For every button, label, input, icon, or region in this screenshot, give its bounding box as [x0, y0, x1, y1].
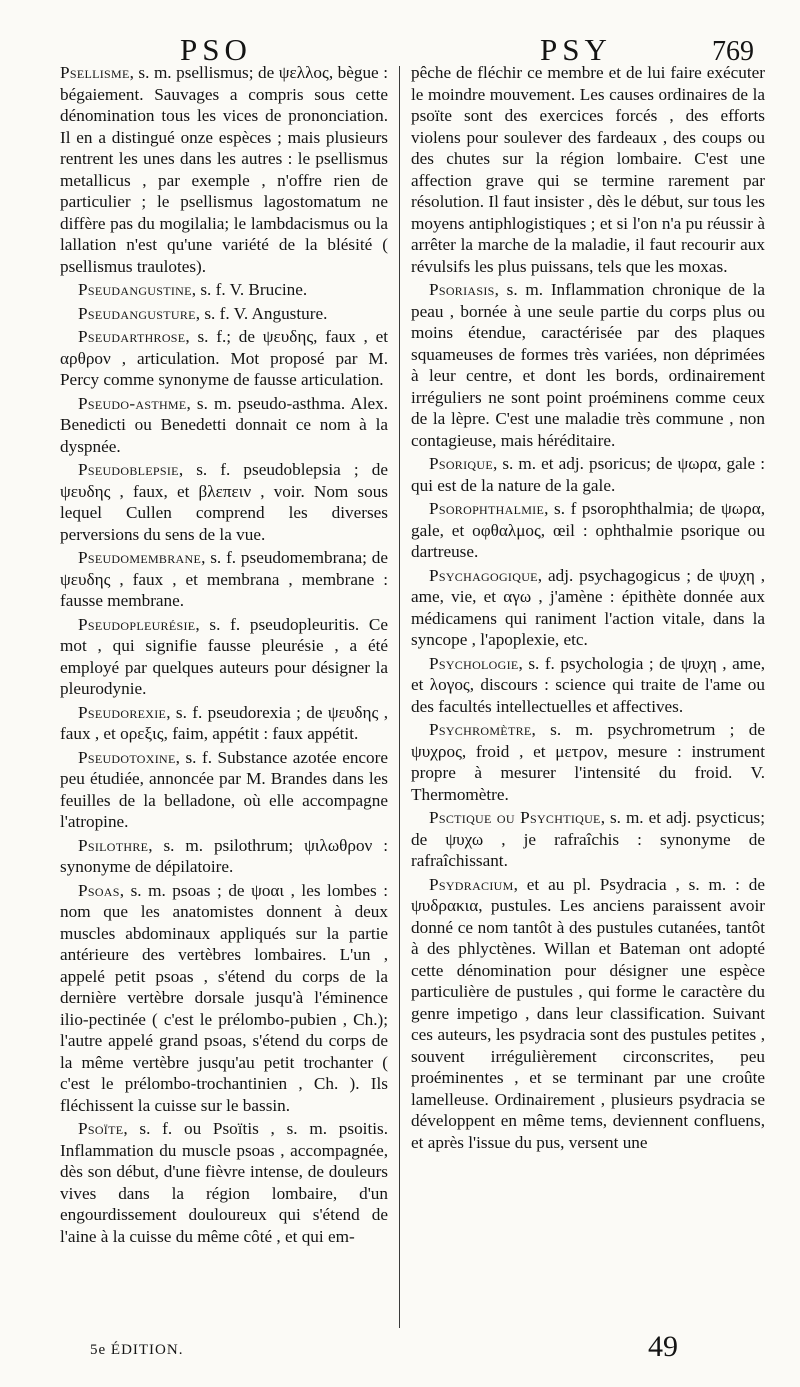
dictionary-entry [411, 498, 765, 563]
entry-text: , s. f. pseudopleuritis. Ce mot , qui signifie fausse pleurésie , a été employé par quelques auteurs pour désigner la pleurodynie. [60, 614, 388, 698]
entry-headword: Pseudotoxine [78, 747, 176, 767]
dictionary-entry [411, 807, 765, 872]
entry-text: , s. f.; de ψευδης, faux , et αρθρον , articulation. Mot proposé par M. Percy comme synonyme de fausse articulation. [60, 327, 388, 389]
entry-headword: Psychagogique [429, 565, 538, 585]
dictionary-entry [60, 747, 388, 833]
entry-text: , s. m. psychrometrum ; de ψυχρος, froid , et μετρον, mesure : instrument propre à mesurer l'intensité du froid. V. Thermomètre. [411, 720, 765, 804]
edition-mark: 5e ÉDITION. [90, 1342, 184, 1358]
dictionary-entry [411, 653, 765, 718]
entry-text: , s. f. pseudomembrana; de ψευδης , faux , et membrana , membrane : fausse membrane. [60, 548, 388, 610]
dictionary-entry [411, 719, 765, 805]
entry-headword: Pseudoblepsie [78, 460, 179, 479]
entry-headword: Psellisme [60, 63, 130, 82]
entry-headword: Pseudarthrose [78, 327, 186, 346]
column-divider [399, 66, 400, 1328]
dictionary-entry [411, 453, 765, 496]
dictionary-entry [60, 547, 388, 612]
dictionary-entry [60, 393, 388, 458]
right-column [411, 62, 765, 1155]
entry-headword: Pseudangusture [78, 303, 196, 323]
dictionary-entry [60, 279, 388, 301]
entry-text: , s. f. V. Brucine. [191, 280, 308, 299]
entry-text: , s. m. psellismus; de ψελλος, bègue : bégaiement. Sauvages a compris sous cette dénomination tous les vices de prononciation. Il en a distingué onze espèces ; mais plusieurs rentrent les unes dans les autres : le psellismus metallicus , par exemple , n'offre rien de particulier ; le psellismus lagostomatum ne diffère pas du mogilalia; le lambdacismus ou la lallation n'est qu'une variété de la blésité ( psellismus traulotes). [60, 63, 388, 276]
entry-text: , s. f. ou Psoïtis , s. m. psoitis. Inflammation du muscle psoas , accompagnée, dès son début, d'une fièvre intense, de douleurs vives dans la région lombaire, d'un engourdissement douloureux qui s'étend de l'aine à la cuisse du même côté , et qui em- [60, 1119, 388, 1246]
entry-text: , s. m. et adj. psoricus; de ψωρα, gale : qui est de la nature de la gale. [411, 454, 765, 495]
dictionary-entry [60, 880, 388, 1117]
entry-text: , s. m. Inflammation chronique de la peau , bornée à une seule partie du corps plus ou moins étendue, caractérisée par des plaques squameuses de formes très variées, non déprimées à leur centre, et dont les bords, ordinairement irréguliers ne sont point proéminens comme ceux de la lèpre. C'est une maladie très commune , non contagieuse, mais héréditaire. [411, 280, 765, 450]
page-footer [0, 1328, 800, 1368]
entry-text: pêche de fléchir ce membre et de lui faire exécuter le moindre mouvement. Les causes ordinaires de la psoïte sont des exercices forcés , des efforts violens pour soulever des fardeaux , des coups ou des chutes sur la région lombaire. C'est une affection grave qui se termine rarement par résolution. Il faut insister , dès le début, sur tous les moyens antiphlogistiques ; et si l'on n'a pu réussir à arrêter la marche de la maladie, il faut recourir aux révulsifs les plus puissans, tels que les moxas. [411, 63, 765, 276]
entry-headword: Pseudo-asthme [78, 393, 187, 413]
entry-headword: Psorophthalmie [429, 499, 545, 518]
dictionary-entry [60, 459, 388, 545]
entry-text: , s. f. pseudorexia ; de ψευδης , faux , et ορεξις, faim, appétit : faux appétit. [60, 702, 388, 743]
entry-text: , s. m. psilothrum; ψιλωθρον : synonyme de dépilatoire. [60, 835, 388, 876]
page-number: 769 [712, 36, 754, 67]
entry-headword: Pseudangustine [78, 280, 192, 299]
entry-text: , s. f. pseudoblepsia ; de ψευδης , faux, et βλεπειν , voir. Nom sous lequel Cullen comprend les diverses perversions du sens de la vue. [60, 460, 388, 544]
entry-text: , et au pl. Psydracia , s. m. : de ψυδρακια, pustules. Les anciens paraissent avoir donné ce nom tantôt à des pustules cutanées, tantôt à des phlyctènes. Willan et Bateman ont adopté cette dénomination pour désigner une espèce particulière de pustules , qui forme le caractère du genre impetigo , dans leur classification. Suivant ces auteurs, les psydracia sont des pustules petites , souvent irrégulièrement circonscrites, peu proéminentes , et se terminant par une croûte lamelleuse. Ordinairement , plusieurs psydracia se développent en même tems, deviennent confluens, et après l'issue du pus, versent une [411, 874, 765, 1152]
entry-headword: Psilothre [78, 835, 149, 855]
dictionary-entry [60, 62, 388, 277]
dictionary-entry [411, 565, 765, 651]
dictionary-entry [411, 279, 765, 451]
left-column [60, 62, 388, 1249]
dictionary-entry [60, 702, 388, 745]
entry-headword: Psoïte [78, 1119, 124, 1138]
signature-mark: 49 [648, 1330, 678, 1363]
dictionary-entry [60, 1118, 388, 1247]
dictionary-entry [60, 614, 388, 700]
entry-text: , s. f. Substance azotée encore peu étudiée, annoncée par M. Brandes dans les feuilles de la belladone, où elle accompagne l'atropine. [60, 747, 388, 831]
entry-headword: Pseudopleurésie [78, 614, 196, 634]
entry-text: , s. f. psychologia ; de ψυχη , ame, et λογος, discours : science qui traite de l'ame ou des facultés intellectuelles et affectives. [411, 653, 765, 716]
entry-headword: Psorique [429, 454, 493, 473]
dictionary-entry [411, 62, 765, 277]
entry-text: , s. m. pseudo-asthma. Alex. Benedicti ou Benedetti donnait ce nom à la dyspnée. [60, 393, 388, 456]
entry-text: , s. f. V. Angusture. [195, 303, 328, 323]
entry-headword: Pseudorexie [78, 702, 167, 722]
header-right-word: PSY [540, 32, 612, 67]
entry-headword: Psoriasis [429, 280, 495, 299]
dictionary-entry [411, 874, 765, 1154]
header-left-word: PSO [180, 32, 252, 67]
dictionary-entry [60, 835, 388, 878]
entry-headword: Psychromètre [429, 720, 532, 739]
dictionary-entry [60, 303, 388, 325]
entry-text: , s. m. et adj. psycticus; de ψυχω , je rafraîchis : synonyme de rafraîchissant. [411, 808, 765, 870]
entry-headword: Psychologie [429, 653, 519, 673]
entry-headword: Psydracium [429, 874, 514, 894]
dictionary-entry [60, 326, 388, 391]
entry-headword: Psctique ou Psychtique [429, 808, 601, 827]
entry-headword: Pseudomembrane [78, 548, 202, 567]
entry-text: , s. m. psoas ; de ψοαι , les lombes : nom que les anatomistes donnent à deux muscles abdominaux appliqués sur la partie antérieure des vertèbres lombaires. L'un , appelé petit psoas , s'étend du corps de la dernière vertèbre dorsale jusqu'à l'éminence ilio-pectinée ( c'est le prélombo-pubien , Ch.); l'autre appelé grand psoas, s'étend du corps de la même vertèbre jusqu'au petit trochanter ( c'est le prélombo-trochantinien , Ch. ). Ils fléchissent la cuisse sur le bassin. [60, 880, 388, 1115]
entry-headword: Psoas [78, 880, 120, 900]
entry-text: , adj. psychagogicus ; de ψυχη , ame, vie, et αγω , j'amène : épithète donnée aux médicamens qui raniment l'action vitale, dans la syncope , l'apoplexie, etc. [411, 565, 765, 649]
entry-text: , s. f psorophthalmia; de ψωρα, gale, et οφθαλμος, œil : ophthalmie psorique ou dartreuse. [411, 499, 765, 561]
